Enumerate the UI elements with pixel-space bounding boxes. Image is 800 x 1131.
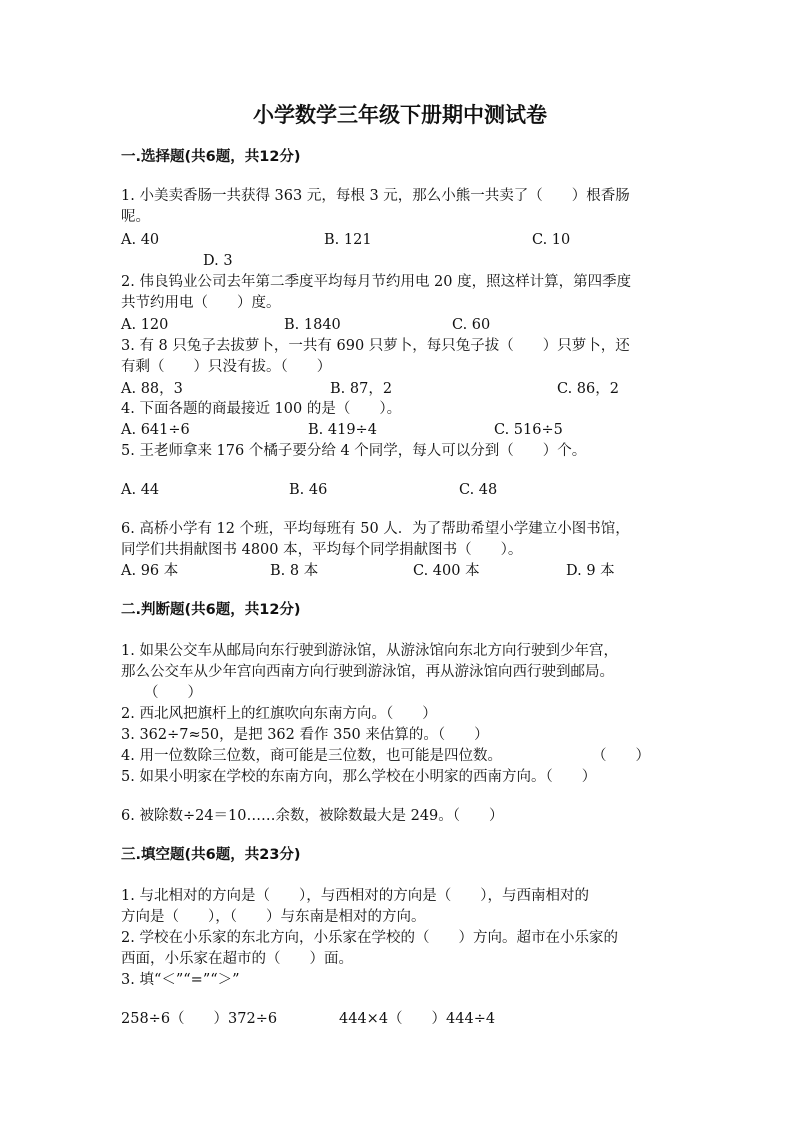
question-text: 1. 如果公交车从邮局向东行驶到游泳馆，从游泳馆向东北方向行驶到少年宫，: [121, 643, 618, 659]
comparison-item: 444×4（ ）444÷4: [339, 1011, 496, 1027]
answer-blank: （ ）: [592, 748, 650, 764]
option: D. 3: [203, 253, 233, 269]
comparison-item: 258÷6（ ）372÷6: [121, 1011, 278, 1027]
option: C. 516÷5: [494, 422, 563, 438]
question-text: 方向是（ ），（ ）与东南是相对的方向。: [121, 909, 426, 925]
question-text: 3. 362÷7≈50，是把 362 看作 350 来估算的。（ ）: [121, 727, 489, 743]
question-text: 5. 如果小明家在学校的东南方向，那么学校在小明家的西南方向。（ ）: [121, 769, 597, 785]
question-text: 2. 西北风把旗杆上的红旗吹向东南方向。（ ）: [121, 706, 437, 722]
answer-blank: （ ）: [144, 685, 202, 701]
question-text: 6. 被除数÷24＝10……余数，被除数最大是 249。（ ）: [121, 808, 504, 824]
option: A. 96 本: [121, 563, 179, 579]
option: A. 44: [121, 482, 160, 498]
option: B. 46: [289, 482, 328, 498]
option: A. 120: [121, 317, 169, 333]
question-text: 3. 填“＜”“=”“＞”: [121, 972, 240, 988]
option: C. 10: [532, 232, 571, 248]
option: C. 60: [452, 317, 491, 333]
question-text: 4. 下面各题的商最接近 100 的是（ ）。: [121, 401, 402, 417]
option: A. 641÷6: [121, 422, 190, 438]
option: B. 419÷4: [308, 422, 377, 438]
question-text: 呢。: [121, 209, 150, 225]
question-text: 有剩（ ）只没有拔。（ ）: [121, 359, 332, 375]
option: B. 1840: [284, 317, 341, 333]
section-heading: 三.填空题(共6题，共23分): [121, 847, 301, 863]
option: C. 86，2: [557, 381, 619, 397]
section-heading: 一.选择题(共6题，共12分): [121, 149, 301, 165]
option: B. 8 本: [270, 563, 319, 579]
option: A. 40: [121, 232, 160, 248]
question-text: 5. 王老师拿来 176 个橘子要分给 4 个同学，每人可以分到（ ）个。: [121, 443, 587, 459]
question-text: 共节约用电（ ）度。: [121, 295, 281, 311]
option: B. 121: [324, 232, 372, 248]
question-text: 4. 用一位数除三位数，商可能是三位数，也可能是四位数。: [121, 748, 502, 764]
question-text: 2. 学校在小乐家的东北方向，小乐家在学校的（ ）方向。超市在小乐家的: [121, 930, 618, 946]
question-text: 6. 高桥小学有 12 个班，平均每班有 50 人．为了帮助希望小学建立小图书馆，: [121, 521, 630, 537]
question-text: 1. 小美卖香肠一共获得 363 元，每根 3 元，那么小熊一共卖了（ ）根香肠: [121, 188, 630, 204]
question-text: 西面，小乐家在超市的（ ）面。: [121, 951, 353, 967]
question-text: 那么公交车从少年宫向西南方向行驶到游泳馆，再从游泳馆向西行驶到邮局。: [121, 664, 614, 680]
option: A. 88，3: [121, 381, 183, 397]
page-title: 小学数学三年级下册期中测试卷: [253, 102, 547, 127]
option: C. 400 本: [413, 563, 480, 579]
section-heading: 二.判断题(共6题，共12分): [121, 602, 301, 618]
option: D. 9 本: [566, 563, 615, 579]
question-text: 同学们共捐献图书 4800 本，平均每个同学捐献图书（ ）。: [121, 542, 523, 558]
question-text: 2. 伟良钨业公司去年第二季度平均每月节约用电 20 度，照这样计算，第四季度: [121, 274, 632, 290]
option: B. 87，2: [330, 381, 393, 397]
question-text: 1. 与北相对的方向是（ ），与西相对的方向是（ ），与西南相对的: [121, 888, 589, 904]
question-text: 3. 有 8 只兔子去拔萝卜，一共有 690 只萝卜，每只兔子拔（ ）只萝卜，还: [121, 338, 630, 354]
option: C. 48: [459, 482, 498, 498]
